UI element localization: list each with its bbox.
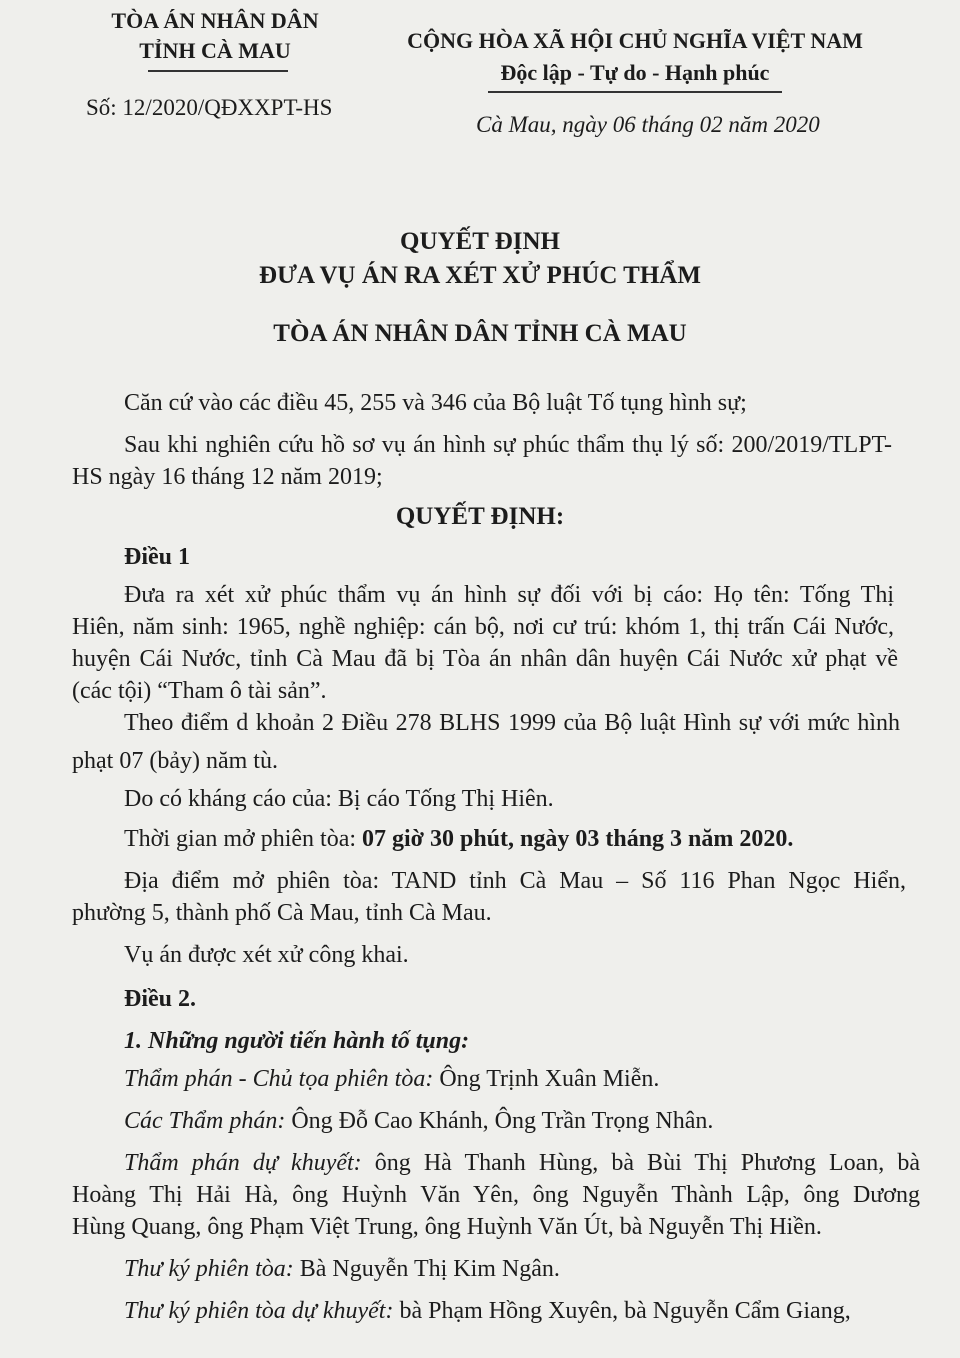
alternate-judges-line-1 [124, 1150, 920, 1177]
issuing-court: TÒA ÁN NHÂN DÂN TỈNH CÀ MAU [273, 320, 687, 347]
article-1-para-2-line-1: Theo điểm d khoản 2 Điều 278 BLHS 1999 của Bộ luật Hình sự với mức hình [124, 710, 900, 736]
article-1-para-2-line-2: phạt 07 (bảy) năm tù. [72, 748, 278, 774]
court-name-line2: TỈNH CÀ MAU [139, 38, 291, 63]
article-1-para-1-line-3: huyện Cái Nước, tỉnh Cà Mau đã bị Tòa án nhân dân huyện Cái Nước xử phạt về [72, 646, 898, 672]
document-subtitle: ĐƯA VỤ ÁN RA XÉT XỬ PHÚC THẨM [259, 262, 701, 289]
alternate-judges-label: Thẩm phán dự khuyết: [124, 1150, 362, 1176]
article-1-para-1-line-2: Hiên, năm sinh: 1965, nghề nghiệp: cán bộ, nơi cư trú: khóm 1, thị trấn Cái Nước, [72, 614, 894, 640]
alternate-clerks-value: bà Phạm Hồng Xuyên, bà Nguyễn Cẩm Giang, [393, 1298, 851, 1324]
republic-title: CỘNG HÒA XÃ HỘI CHỦ NGHĨA VIỆT NAM [407, 28, 863, 53]
hearing-place-line-2: phường 5, thành phố Cà Mau, tỉnh Cà Mau. [72, 900, 492, 926]
court-clerk-label: Thư ký phiên tòa: [124, 1256, 294, 1282]
national-motto: Độc lập - Tự do - Hạnh phúc [500, 60, 770, 85]
article-2-heading: Điều 2. [124, 986, 196, 1012]
basis-paragraph-1: Căn cứ vào các điều 45, 255 và 346 của Bộ luật Tố tụng hình sự; [124, 390, 747, 416]
alternate-judges-line-2: Hoàng Thị Hải Hà, ông Huỳnh Văn Yên, ông Nguyễn Thành Lập, ông Dương [72, 1182, 920, 1208]
alternate-clerks-label: Thư ký phiên tòa dự khuyết: [124, 1298, 394, 1324]
court-clerk-value: Bà Nguyễn Thị Kim Ngân. [293, 1256, 560, 1282]
alternate-judges-line-3: Hùng Quang, ông Phạm Việt Trung, ông Huỳnh Văn Út, bà Nguyễn Thị Hiền. [72, 1214, 822, 1240]
motto-underline [488, 91, 782, 93]
court-clerk [124, 1256, 560, 1283]
panel-judges-value: Ông Đỗ Cao Khánh, Ông Trần Trọng Nhân. [285, 1108, 714, 1134]
presiding-judge [124, 1066, 659, 1093]
decision-heading: QUYẾT ĐỊNH: [395, 503, 565, 530]
appeal-statement: Do có kháng cáo của: Bị cáo Tống Thị Hiên. [124, 786, 554, 812]
panel-judges [124, 1108, 713, 1135]
article-1-para-1-line-4: (các tội) “Tham ô tài sản”. [72, 678, 327, 704]
basis-paragraph-2-line-2: HS ngày 16 tháng 12 năm 2019; [72, 464, 383, 490]
article-2-subheading: 1. Những người tiến hành tố tụng: [124, 1028, 470, 1054]
article-1-heading: Điều 1 [124, 544, 190, 570]
document-number: Số: 12/2020/QĐXXPT-HS [86, 95, 333, 120]
hearing-place-line-1: Địa điểm mở phiên tòa: TAND tỉnh Cà Mau – Số 116 Phan Ngọc Hiển, [124, 868, 906, 894]
document-title: QUYẾT ĐỊNH [400, 228, 560, 255]
public-hearing-note: Vụ án được xét xử công khai. [124, 942, 409, 968]
alternate-clerks [124, 1298, 851, 1325]
article-1-para-1-line-1: Đưa ra xét xử phúc thẩm vụ án hình sự đối với bị cáo: Họ tên: Tống Thị [124, 582, 894, 608]
presiding-judge-label: Thẩm phán - Chủ tọa phiên tòa: [124, 1066, 434, 1092]
hearing-time [124, 826, 793, 853]
court-underline [148, 70, 288, 72]
hearing-time-value: 07 giờ 30 phút, ngày 03 tháng 3 năm 2020. [362, 826, 794, 852]
panel-judges-label: Các Thẩm phán: [124, 1108, 286, 1134]
hearing-time-label: Thời gian mở phiên tòa: [124, 826, 363, 852]
alternate-judges-value: ông Hà Thanh Hùng, bà Bùi Thị Phương Loan, bà [361, 1150, 921, 1176]
place-date: Cà Mau, ngày 06 tháng 02 năm 2020 [476, 112, 820, 137]
court-name-line1: TÒA ÁN NHÂN DÂN [111, 8, 319, 33]
presiding-judge-value: Ông Trịnh Xuân Miễn. [433, 1066, 660, 1092]
basis-paragraph-2-line-1: Sau khi nghiên cứu hồ sơ vụ án hình sự phúc thẩm thụ lý số: 200/2019/TLPT- [124, 432, 892, 458]
